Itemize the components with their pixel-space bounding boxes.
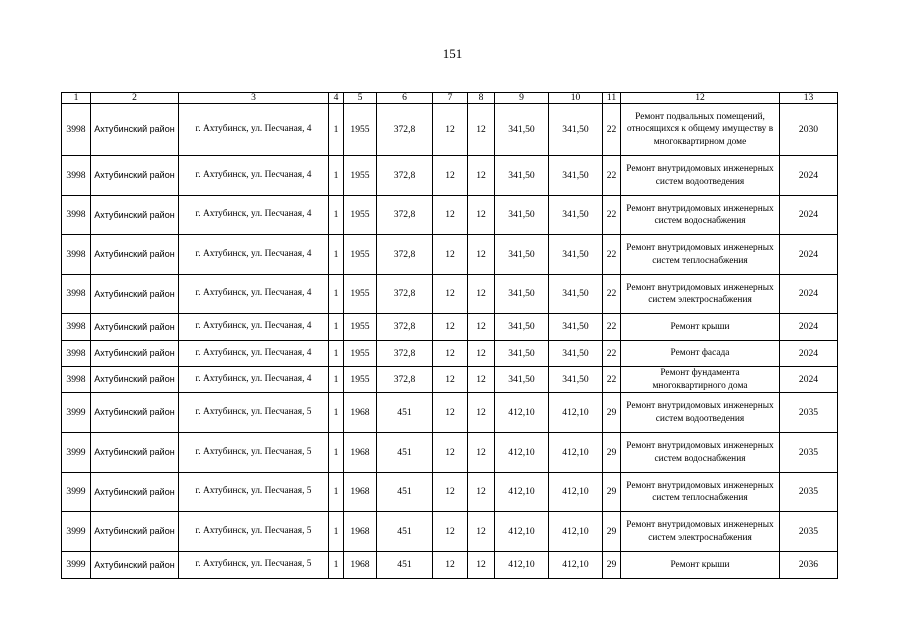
work-type-cell: Ремонт внутридомовых инженерных систем электроснабжения [621,512,780,552]
table-row [62,235,838,275]
address-cell: г. Ахтубинск, ул. Песчаная, 5 [179,512,329,552]
column-number-1: 1 [62,93,91,104]
object-id-cell: 3998 [62,196,91,235]
table-row [62,393,838,433]
col4-cell: 1 [329,235,344,275]
district-cell: Ахтубинский район [91,367,179,393]
table-row [62,512,838,552]
object-id-cell: 3998 [62,314,91,341]
object-id-cell: 3999 [62,393,91,433]
address-cell: г. Ахтубинск, ул. Песчаная, 4 [179,104,329,156]
address-cell: г. Ахтубинск, ул. Песчаная, 4 [179,314,329,341]
col4-cell: 1 [329,433,344,473]
table-row [62,552,838,579]
col9-cell: 341,50 [495,196,549,235]
col8-cell: 12 [468,275,495,314]
construction-year-cell: 1955 [344,235,377,275]
col10-cell: 341,50 [549,104,603,156]
work-type-cell: Ремонт внутридомовых инженерных систем водоотведения [621,393,780,433]
object-id-cell: 3998 [62,275,91,314]
col7-cell: 12 [433,433,468,473]
construction-year-cell: 1968 [344,552,377,579]
col8-cell: 12 [468,367,495,393]
col9-cell: 341,50 [495,156,549,196]
col10-cell: 341,50 [549,314,603,341]
work-type-cell: Ремонт внутридомовых инженерных систем теплоснабжения [621,235,780,275]
area-cell: 372,8 [377,235,433,275]
work-type-cell: Ремонт внутридомовых инженерных систем теплоснабжения [621,473,780,512]
construction-year-cell: 1968 [344,473,377,512]
planned-year-cell: 2024 [780,367,838,393]
col10-cell: 412,10 [549,433,603,473]
page-number: 151 [442,46,463,61]
col9-cell: 341,50 [495,367,549,393]
col4-cell: 1 [329,104,344,156]
construction-year-cell: 1955 [344,104,377,156]
col7-cell: 12 [433,196,468,235]
district-cell: Ахтубинский район [91,433,179,473]
col4-cell: 1 [329,156,344,196]
district-cell: Ахтубинский район [91,104,179,156]
col11-cell: 22 [603,314,621,341]
address-cell: г. Ахтубинск, ул. Песчаная, 5 [179,473,329,512]
work-type-cell: Ремонт фасада [621,341,780,367]
column-number-7: 7 [433,93,468,104]
district-cell: Ахтубинский район [91,552,179,579]
construction-year-cell: 1955 [344,156,377,196]
table-row [62,433,838,473]
table-row [62,314,838,341]
col10-cell: 412,10 [549,393,603,433]
col7-cell: 12 [433,552,468,579]
col7-cell: 12 [433,473,468,512]
col11-cell: 29 [603,433,621,473]
planned-year-cell: 2024 [780,314,838,341]
object-id-cell: 3998 [62,235,91,275]
work-type-cell: Ремонт внутридомовых инженерных систем электроснабжения [621,275,780,314]
col9-cell: 412,10 [495,393,549,433]
district-cell: Ахтубинский район [91,196,179,235]
construction-year-cell: 1955 [344,341,377,367]
district-cell: Ахтубинский район [91,275,179,314]
planned-year-cell: 2024 [780,156,838,196]
column-number-6: 6 [377,93,433,104]
address-cell: г. Ахтубинск, ул. Песчаная, 4 [179,341,329,367]
col9-cell: 341,50 [495,104,549,156]
area-cell: 372,8 [377,104,433,156]
col7-cell: 12 [433,275,468,314]
planned-year-cell: 2035 [780,393,838,433]
col10-cell: 341,50 [549,235,603,275]
col11-cell: 22 [603,275,621,314]
construction-year-cell: 1955 [344,367,377,393]
col4-cell: 1 [329,393,344,433]
col10-cell: 341,50 [549,275,603,314]
col7-cell: 12 [433,235,468,275]
table-row [62,156,838,196]
planned-year-cell: 2024 [780,235,838,275]
col4-cell: 1 [329,552,344,579]
col8-cell: 12 [468,512,495,552]
table-row [62,341,838,367]
column-number-9: 9 [495,93,549,104]
area-cell: 372,8 [377,156,433,196]
col11-cell: 22 [603,341,621,367]
planned-year-cell: 2030 [780,104,838,156]
construction-year-cell: 1968 [344,512,377,552]
col10-cell: 341,50 [549,367,603,393]
col8-cell: 12 [468,156,495,196]
district-cell: Ахтубинский район [91,473,179,512]
column-number-12: 12 [621,93,780,104]
address-cell: г. Ахтубинск, ул. Песчаная, 4 [179,367,329,393]
object-id-cell: 3999 [62,473,91,512]
address-cell: г. Ахтубинск, ул. Песчаная, 5 [179,552,329,579]
col9-cell: 412,10 [495,473,549,512]
area-cell: 451 [377,433,433,473]
col8-cell: 12 [468,473,495,512]
district-cell: Ахтубинский район [91,512,179,552]
object-id-cell: 3998 [62,104,91,156]
col8-cell: 12 [468,341,495,367]
column-number-row [62,93,838,104]
col11-cell: 22 [603,156,621,196]
table-row [62,275,838,314]
district-cell: Ахтубинский район [91,393,179,433]
construction-year-cell: 1955 [344,196,377,235]
table-row [62,367,838,393]
col7-cell: 12 [433,393,468,433]
area-cell: 451 [377,473,433,512]
area-cell: 372,8 [377,367,433,393]
district-cell: Ахтубинский район [91,341,179,367]
column-number-8: 8 [468,93,495,104]
col7-cell: 12 [433,156,468,196]
address-cell: г. Ахтубинск, ул. Песчаная, 5 [179,433,329,473]
col11-cell: 29 [603,473,621,512]
col10-cell: 412,10 [549,512,603,552]
column-number-10: 10 [549,93,603,104]
col8-cell: 12 [468,196,495,235]
col7-cell: 12 [433,341,468,367]
planned-year-cell: 2035 [780,433,838,473]
address-cell: г. Ахтубинск, ул. Песчаная, 5 [179,393,329,433]
col11-cell: 29 [603,512,621,552]
col4-cell: 1 [329,367,344,393]
address-cell: г. Ахтубинск, ул. Песчаная, 4 [179,196,329,235]
col11-cell: 22 [603,235,621,275]
col10-cell: 412,10 [549,552,603,579]
planned-year-cell: 2036 [780,552,838,579]
work-type-cell: Ремонт подвальных помещений, относящихся к общему имуществу в многоквартирном доме [621,104,780,156]
table-row [62,473,838,512]
table-row [62,104,838,156]
col9-cell: 341,50 [495,235,549,275]
work-type-cell: Ремонт внутридомовых инженерных систем водоснабжения [621,196,780,235]
col10-cell: 341,50 [549,156,603,196]
object-id-cell: 3998 [62,156,91,196]
planned-year-cell: 2035 [780,473,838,512]
table-body [62,104,838,579]
col8-cell: 12 [468,104,495,156]
construction-year-cell: 1955 [344,314,377,341]
col9-cell: 412,10 [495,433,549,473]
construction-year-cell: 1968 [344,393,377,433]
object-id-cell: 3999 [62,552,91,579]
col8-cell: 12 [468,314,495,341]
planned-year-cell: 2024 [780,275,838,314]
col4-cell: 1 [329,473,344,512]
district-cell: Ахтубинский район [91,235,179,275]
address-cell: г. Ахтубинск, ул. Песчаная, 4 [179,275,329,314]
col4-cell: 1 [329,341,344,367]
col8-cell: 12 [468,552,495,579]
object-id-cell: 3999 [62,512,91,552]
col7-cell: 12 [433,512,468,552]
planned-year-cell: 2035 [780,512,838,552]
work-type-cell: Ремонт крыши [621,552,780,579]
area-cell: 451 [377,393,433,433]
area-cell: 372,8 [377,314,433,341]
col11-cell: 29 [603,393,621,433]
column-number-13: 13 [780,93,838,104]
construction-year-cell: 1968 [344,433,377,473]
col4-cell: 1 [329,314,344,341]
col10-cell: 412,10 [549,473,603,512]
object-id-cell: 3998 [62,367,91,393]
area-cell: 372,8 [377,341,433,367]
col4-cell: 1 [329,275,344,314]
col9-cell: 341,50 [495,341,549,367]
planned-year-cell: 2024 [780,341,838,367]
work-type-cell: Ремонт крыши [621,314,780,341]
construction-year-cell: 1955 [344,275,377,314]
planned-year-cell: 2024 [780,196,838,235]
col8-cell: 12 [468,235,495,275]
column-number-5: 5 [344,93,377,104]
column-number-4: 4 [329,93,344,104]
district-cell: Ахтубинский район [91,156,179,196]
work-type-cell: Ремонт фундамента многоквартирного дома [621,367,780,393]
address-cell: г. Ахтубинск, ул. Песчаная, 4 [179,156,329,196]
col10-cell: 341,50 [549,341,603,367]
area-cell: 372,8 [377,275,433,314]
col11-cell: 22 [603,196,621,235]
col9-cell: 341,50 [495,314,549,341]
col9-cell: 412,10 [495,512,549,552]
district-cell: Ахтубинский район [91,314,179,341]
col9-cell: 412,10 [495,552,549,579]
address-cell: г. Ахтубинск, ул. Песчаная, 4 [179,235,329,275]
col7-cell: 12 [433,104,468,156]
area-cell: 451 [377,552,433,579]
table-row [62,196,838,235]
repair-schedule-table [61,92,838,579]
column-number-2: 2 [91,93,179,104]
col7-cell: 12 [433,367,468,393]
col4-cell: 1 [329,196,344,235]
col4-cell: 1 [329,512,344,552]
col11-cell: 29 [603,552,621,579]
object-id-cell: 3999 [62,433,91,473]
col11-cell: 22 [603,367,621,393]
area-cell: 372,8 [377,196,433,235]
column-number-3: 3 [179,93,329,104]
col8-cell: 12 [468,433,495,473]
column-number-11: 11 [603,93,621,104]
col9-cell: 341,50 [495,275,549,314]
work-type-cell: Ремонт внутридомовых инженерных систем водоотведения [621,156,780,196]
col10-cell: 341,50 [549,196,603,235]
col7-cell: 12 [433,314,468,341]
col11-cell: 22 [603,104,621,156]
area-cell: 451 [377,512,433,552]
col8-cell: 12 [468,393,495,433]
object-id-cell: 3998 [62,341,91,367]
work-type-cell: Ремонт внутридомовых инженерных систем водоснабжения [621,433,780,473]
